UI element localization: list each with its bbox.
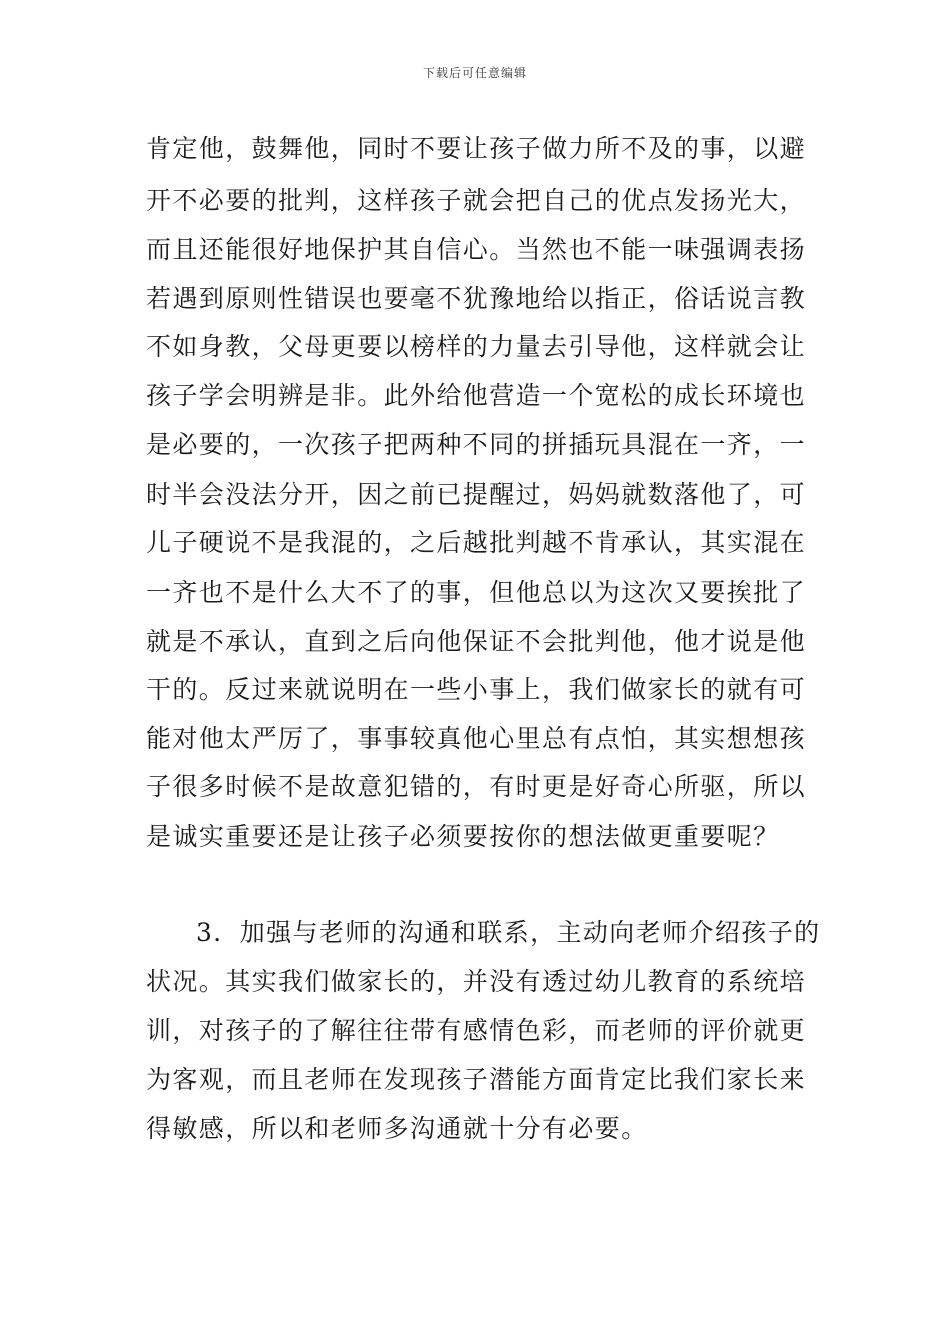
text-line: 孩子学会明辨是非。此外给他营造一个宽松的成长环境也 [146,381,807,410]
text-line: 得敏感，所以和老师多沟通就十分有必要。 [146,1114,648,1143]
text-line: 而且还能很好地保护其自信心。当然也不能一味强调表扬 [146,235,807,264]
text-line: 儿子硬说不是我混的，之后越批判越不肯承认，其实混在 [146,528,807,557]
text-line: 为客观，而且老师在发现孩子潜能方面肯定比我们家长来 [146,1065,807,1094]
text-line: 是必要的，一次孩子把两种不同的拼插玩具混在一齐，一 [146,430,807,459]
text-line: 训，对孩子的了解往往带有感情色彩，而老师的评价就更 [146,1016,807,1045]
text-line: 肯定他，鼓舞他，同时不要让孩子做力所不及的事，以避 [146,134,807,163]
text-line: 不如身教，父母更要以榜样的力量去引导他，这样就会让 [146,332,807,361]
text-line: 若遇到原则性错误也要毫不犹豫地给以指正，俗话说言教 [146,284,807,313]
text-line: 一齐也不是什么大不了的事，但他总以为这次又要挨批了 [146,578,807,607]
text-line: 状况。其实我们做家长的，并没有透过幼儿教育的系统培 [146,967,807,996]
text-line: 干的。反过来就说明在一些小事上，我们做家长的就有可 [146,675,807,704]
text-line: 子很多时候不是故意犯错的，有时更是好奇心所驱，所以 [146,772,807,801]
text-line: 就是不承认，直到之后向他保证不会批判他，他才说是他 [146,627,807,656]
text-line: 时半会没法分开，因之前已提醒过，妈妈就数落他了，可 [146,480,807,509]
text-line: 开不必要的批判，这样孩子就会把自己的优点发扬光大， [146,186,807,215]
text-line: 能对他太严厉了，事事较真他心里总有点怕，其实想想孩 [146,724,807,753]
page-header: 下载后可任意编辑 [422,66,527,80]
text-line: 是诚实重要还是让孩子必须要按你的想法做更重要呢？ [146,822,780,851]
text-line: 3．加强与老师的沟通和联系，主动向老师介绍孩子的 [196,918,821,947]
